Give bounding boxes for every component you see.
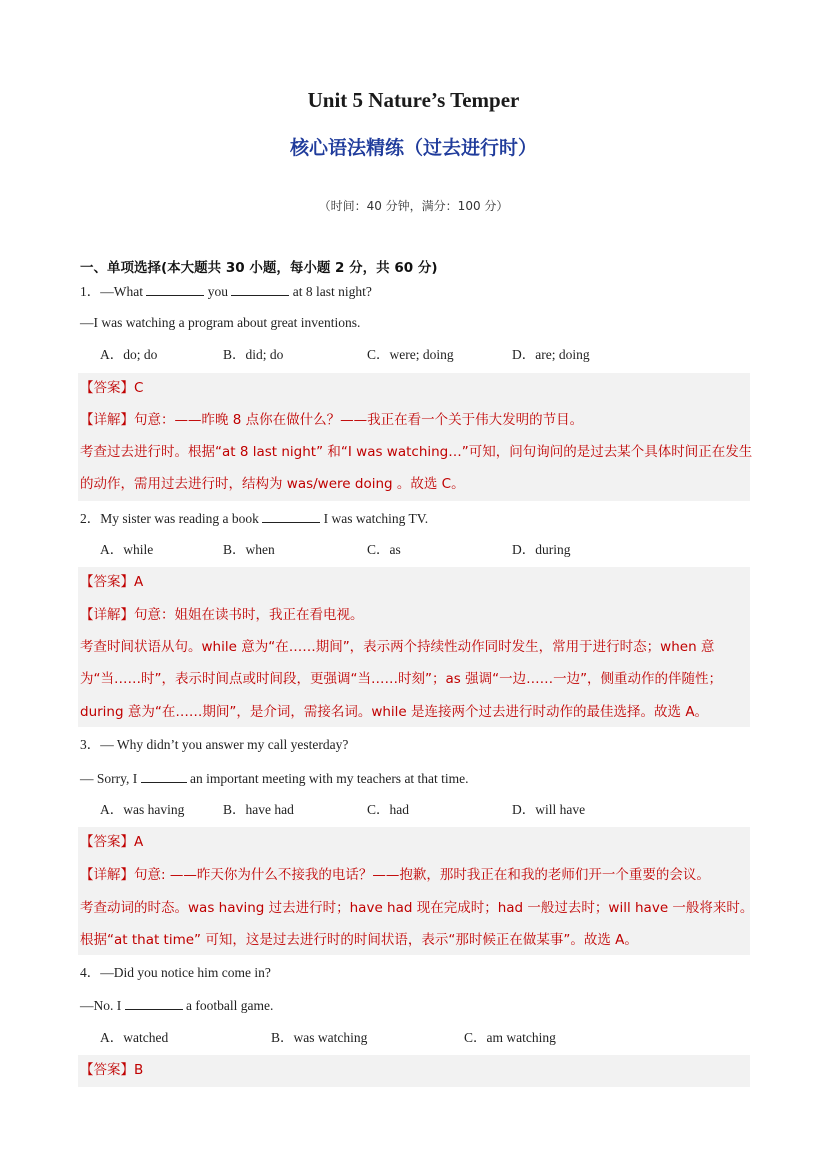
question-1-line2: —I was watching a program about great inventions. — [80, 315, 361, 330]
option-a: A．while — [100, 542, 154, 557]
question-3: 3．— Why didn’t you answer my call yesterday? — [80, 737, 349, 752]
explanation-line: 考查时间状语从句。while 意为“在……期间”，表示两个持续性动作同时发生，常用于进行时态；when 意 — [80, 639, 715, 655]
option-c: C．were; doing — [367, 347, 454, 362]
option-a: A．do; do — [100, 347, 158, 362]
explanation-line: 【详解】句意：姐姐在读书时，我正在看电视。 — [80, 607, 364, 623]
question-text: I was watching TV. — [323, 511, 429, 526]
question-1 — [80, 281, 372, 301]
question-3-line2 — [80, 768, 469, 788]
explanation-line: during 意为“在……期间”，是介词，需接名词。while 是连接两个过去进行时动作的最佳选择。故选 A。 — [80, 704, 709, 720]
answer-blank — [146, 281, 204, 296]
question-text: a football game. — [186, 998, 274, 1013]
question-3-options — [80, 800, 750, 820]
question-text: 2．My sister was reading a book — [80, 511, 259, 526]
answer-label: 【答案】B — [80, 1062, 144, 1078]
explanation-line: 根据“at that time” 可知，这是过去进行时的时间状语，表示“那时候正在做某事”。故选 A。 — [80, 932, 638, 948]
question-text: — Sorry, I — [80, 771, 138, 786]
option-d: D．are; doing — [512, 347, 590, 362]
question-2-options — [80, 540, 750, 560]
answer-blank — [141, 768, 187, 783]
question-1-options — [80, 345, 750, 365]
explanation-line: 的动作，需用过去进行时，结构为 was/were doing 。故选 C。 — [80, 476, 465, 492]
question-text: an important meeting with my teachers at that time. — [190, 771, 469, 786]
option-b: B．have had — [223, 802, 294, 817]
answer-blank — [231, 281, 289, 296]
option-b: B．was watching — [271, 1030, 368, 1045]
answer-label: 【答案】C — [80, 380, 144, 396]
option-d: D．during — [512, 542, 571, 557]
option-c: C．as — [367, 542, 401, 557]
option-c: C．had — [367, 802, 409, 817]
question-text: 1．—What — [80, 284, 143, 299]
question-text: you — [207, 284, 228, 299]
question-4-line2 — [80, 995, 273, 1015]
option-b: B．when — [223, 542, 275, 557]
section-heading: 一、单项选择(本大题共 30 小题，每小题 2 分，共 60 分) — [80, 260, 438, 276]
explanation-line: 【详解】句意: ——昨天你为什么不接我的电话？——抱歉，那时我正在和我的老师们开一个重要的会议。 — [80, 867, 710, 883]
answer-blank — [262, 508, 320, 523]
explanation-line: 考查过去进行时。根据“at 8 last night” 和“I was watching…”可知，问句询问的是过去某个具体时间正在发生 — [80, 444, 753, 460]
question-text: at 8 last night? — [292, 284, 372, 299]
option-d: D．will have — [512, 802, 586, 817]
answer-box — [78, 1055, 750, 1087]
question-4-options — [80, 1028, 750, 1048]
option-a: A．watched — [100, 1030, 169, 1045]
explanation-line: 考查动词的时态。was having 过去进行时；have had 现在完成时；had 一般过去时；will have 一般将来时。 — [80, 900, 754, 916]
explanation-line: 为“当……时”，表示时间点或时间段，更强调“当……时刻”；as 强调“一边……一边”，侧重动作的伴随性； — [80, 671, 723, 687]
answer-blank — [125, 995, 183, 1010]
question-text: —No. I — [80, 998, 122, 1013]
option-c: C．am watching — [464, 1030, 556, 1045]
question-4: 4．—Did you notice him come in? — [80, 965, 271, 980]
time-info: （时间：40 分钟，满分：100 分） — [318, 199, 509, 213]
option-b: B．did; do — [223, 347, 284, 362]
option-a: A．was having — [100, 802, 185, 817]
page-subtitle: 核心语法精练（过去进行时） — [289, 137, 537, 159]
answer-label: 【答案】A — [80, 574, 144, 590]
question-2 — [80, 508, 428, 528]
page-title: Unit 5 Nature’s Temper — [307, 88, 520, 112]
explanation-line: 【详解】句意：——昨晚 8 点你在做什么？——我正在看一个关于伟大发明的节目。 — [80, 412, 584, 428]
answer-label: 【答案】A — [80, 834, 144, 850]
